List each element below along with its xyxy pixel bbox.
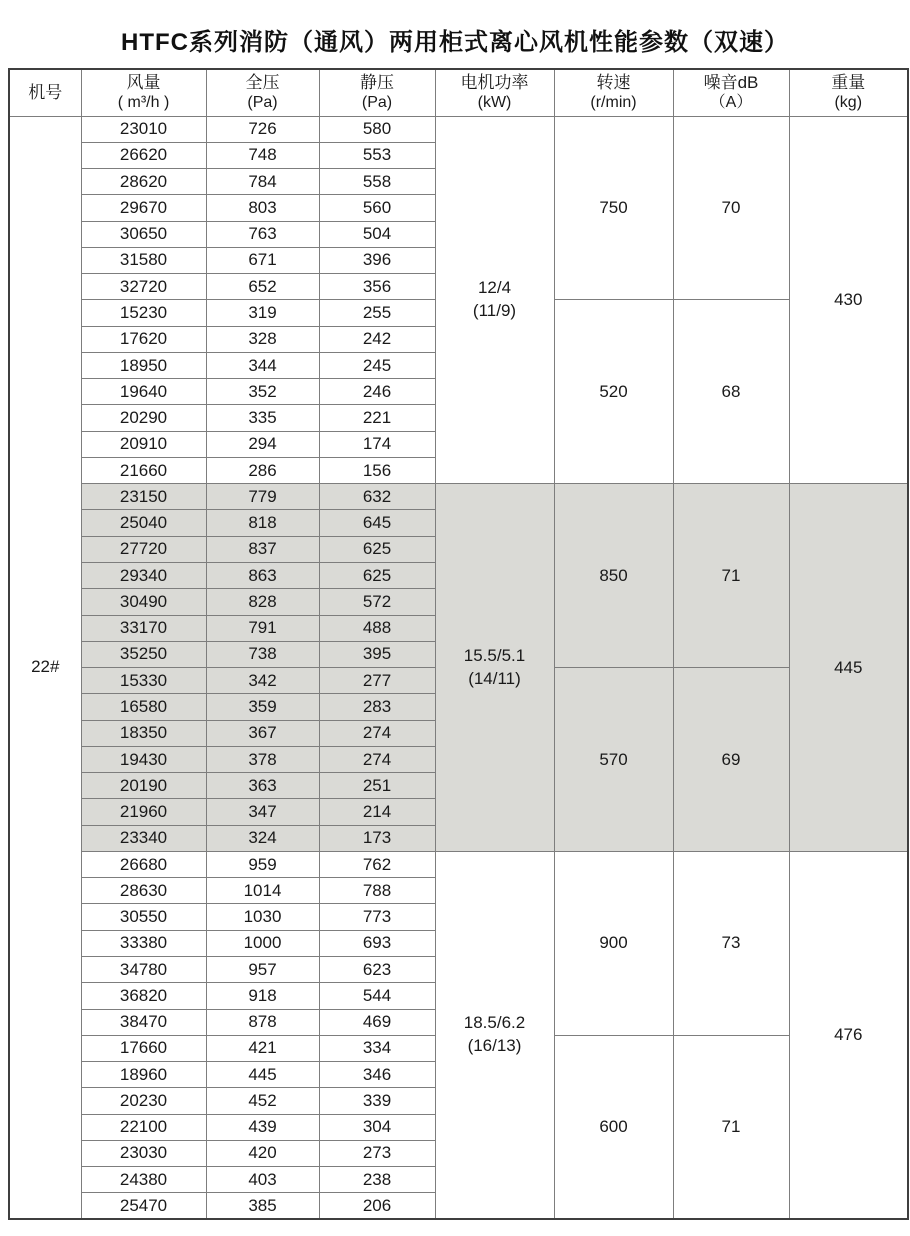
motor-power-line: 12/4 (477, 277, 512, 297)
total-pressure-cell: 439 (206, 1114, 319, 1140)
airflow-cell: 29670 (81, 195, 206, 221)
total-pressure-cell: 818 (206, 510, 319, 536)
table-row (9, 116, 908, 142)
motor-power-line: 18.5/6.2 (463, 1013, 526, 1033)
static-pressure-cell: 274 (319, 746, 435, 772)
noise-cell: 70 (673, 116, 789, 300)
total-pressure-cell: 1030 (206, 904, 319, 930)
total-pressure-cell: 738 (206, 641, 319, 667)
col-header-speed (554, 69, 673, 116)
static-pressure-cell: 693 (319, 930, 435, 956)
total-pressure-cell: 957 (206, 957, 319, 983)
static-pressure-cell: 156 (319, 457, 435, 483)
static-pressure-cell: 572 (319, 589, 435, 615)
noise-cell: 69 (673, 668, 789, 852)
static-pressure-cell: 173 (319, 825, 435, 851)
static-pressure-cell: 544 (319, 983, 435, 1009)
speed-cell: 520 (554, 300, 673, 484)
static-pressure-cell: 560 (319, 195, 435, 221)
airflow-cell: 28630 (81, 878, 206, 904)
total-pressure-cell: 784 (206, 169, 319, 195)
total-pressure-cell: 445 (206, 1062, 319, 1088)
static-pressure-cell: 242 (319, 326, 435, 352)
col-header-model (9, 69, 81, 116)
speed-cell: 570 (554, 668, 673, 852)
total-pressure-cell: 803 (206, 195, 319, 221)
speed-cell: 750 (554, 116, 673, 300)
total-pressure-cell: 452 (206, 1088, 319, 1114)
airflow-cell: 33380 (81, 930, 206, 956)
total-pressure-cell: 294 (206, 431, 319, 457)
motor-power-line: 15.5/5.1 (463, 645, 526, 665)
total-pressure-cell: 352 (206, 379, 319, 405)
col-header-weight-label: 重量 (831, 73, 866, 93)
static-pressure-cell: 395 (319, 641, 435, 667)
table-row (9, 484, 908, 510)
airflow-cell: 20190 (81, 773, 206, 799)
airflow-cell: 20910 (81, 431, 206, 457)
airflow-cell: 30490 (81, 589, 206, 615)
noise-cell: 71 (673, 484, 789, 668)
col-header-noise-unit: （A） (709, 94, 753, 112)
total-pressure-cell: 828 (206, 589, 319, 615)
airflow-cell: 22100 (81, 1114, 206, 1140)
total-pressure-cell: 421 (206, 1035, 319, 1061)
airflow-cell: 35250 (81, 641, 206, 667)
airflow-cell: 31580 (81, 247, 206, 273)
page-title: HTFC系列消防（通风）两用柜式离心风机性能参数（双速） (121, 29, 789, 56)
col-header-static-pressure-unit: (Pa) (361, 94, 393, 112)
total-pressure-cell: 837 (206, 536, 319, 562)
total-pressure-cell: 347 (206, 799, 319, 825)
static-pressure-cell: 277 (319, 668, 435, 694)
total-pressure-cell: 420 (206, 1140, 319, 1166)
col-header-motor-power-unit: (kW) (477, 94, 512, 112)
weight-cell: 476 (789, 851, 908, 1219)
airflow-cell: 25040 (81, 510, 206, 536)
noise-cell: 73 (673, 851, 789, 1035)
total-pressure-cell: 779 (206, 484, 319, 510)
static-pressure-cell: 238 (319, 1167, 435, 1193)
airflow-cell: 32720 (81, 274, 206, 300)
airflow-cell: 30650 (81, 221, 206, 247)
total-pressure-cell: 367 (206, 720, 319, 746)
total-pressure-cell: 378 (206, 746, 319, 772)
static-pressure-cell: 304 (319, 1114, 435, 1140)
airflow-cell: 25470 (81, 1193, 206, 1219)
col-header-speed-unit: (r/min) (590, 94, 637, 112)
total-pressure-cell: 324 (206, 825, 319, 851)
motor-power-cell (435, 851, 554, 1219)
static-pressure-cell: 283 (319, 694, 435, 720)
static-pressure-cell: 273 (319, 1140, 435, 1166)
total-pressure-cell: 791 (206, 615, 319, 641)
airflow-cell: 18950 (81, 352, 206, 378)
col-header-total-pressure (206, 69, 319, 116)
motor-power-line: (11/9) (472, 300, 517, 320)
static-pressure-cell: 580 (319, 116, 435, 142)
airflow-cell: 34780 (81, 957, 206, 983)
total-pressure-cell: 342 (206, 668, 319, 694)
col-header-weight-unit: (kg) (834, 94, 863, 112)
total-pressure-cell: 403 (206, 1167, 319, 1193)
col-header-static-pressure-label: 静压 (360, 73, 394, 93)
weight-cell: 445 (789, 484, 908, 852)
col-header-motor-power-label: 电机功率 (460, 73, 529, 93)
static-pressure-cell: 356 (319, 274, 435, 300)
col-header-total-pressure-unit: (Pa) (247, 94, 278, 112)
static-pressure-cell: 206 (319, 1193, 435, 1219)
static-pressure-cell: 623 (319, 957, 435, 983)
total-pressure-cell: 748 (206, 142, 319, 168)
col-header-airflow-label: 风量 (126, 73, 161, 93)
airflow-cell: 26680 (81, 851, 206, 877)
total-pressure-cell: 328 (206, 326, 319, 352)
total-pressure-cell: 344 (206, 352, 319, 378)
static-pressure-cell: 558 (319, 169, 435, 195)
airflow-cell: 29340 (81, 563, 206, 589)
airflow-cell: 19640 (81, 379, 206, 405)
airflow-cell: 24380 (81, 1167, 206, 1193)
static-pressure-cell: 773 (319, 904, 435, 930)
col-header-airflow (81, 69, 206, 116)
airflow-cell: 36820 (81, 983, 206, 1009)
static-pressure-cell: 396 (319, 247, 435, 273)
model-cell: 22# (9, 116, 81, 1219)
total-pressure-cell: 763 (206, 221, 319, 247)
total-pressure-cell: 1000 (206, 930, 319, 956)
airflow-cell: 23150 (81, 484, 206, 510)
static-pressure-cell: 346 (319, 1062, 435, 1088)
airflow-cell: 18350 (81, 720, 206, 746)
total-pressure-cell: 863 (206, 563, 319, 589)
airflow-cell: 23030 (81, 1140, 206, 1166)
total-pressure-cell: 652 (206, 274, 319, 300)
airflow-cell: 33170 (81, 615, 206, 641)
static-pressure-cell: 469 (319, 1009, 435, 1035)
static-pressure-cell: 274 (319, 720, 435, 746)
total-pressure-cell: 359 (206, 694, 319, 720)
airflow-cell: 21960 (81, 799, 206, 825)
airflow-cell: 30550 (81, 904, 206, 930)
motor-power-cell (435, 484, 554, 852)
speed-cell: 900 (554, 851, 673, 1035)
airflow-cell: 19430 (81, 746, 206, 772)
airflow-cell: 17620 (81, 326, 206, 352)
airflow-cell: 20230 (81, 1088, 206, 1114)
col-header-motor-power (435, 69, 554, 116)
static-pressure-cell: 174 (319, 431, 435, 457)
static-pressure-cell: 255 (319, 300, 435, 326)
static-pressure-cell: 504 (319, 221, 435, 247)
total-pressure-cell: 1014 (206, 878, 319, 904)
total-pressure-cell: 959 (206, 851, 319, 877)
total-pressure-cell: 726 (206, 116, 319, 142)
airflow-cell: 23340 (81, 825, 206, 851)
total-pressure-cell: 319 (206, 300, 319, 326)
static-pressure-cell: 214 (319, 799, 435, 825)
airflow-cell: 15330 (81, 668, 206, 694)
total-pressure-cell: 335 (206, 405, 319, 431)
total-pressure-cell: 918 (206, 983, 319, 1009)
fan-spec-table (8, 68, 909, 1220)
noise-cell: 71 (673, 1035, 789, 1219)
motor-power-line: (16/13) (467, 1036, 522, 1056)
static-pressure-cell: 762 (319, 851, 435, 877)
total-pressure-cell: 286 (206, 457, 319, 483)
airflow-cell: 28620 (81, 169, 206, 195)
table-row (9, 851, 908, 877)
col-header-noise (673, 69, 789, 116)
noise-cell: 68 (673, 300, 789, 484)
airflow-cell: 21660 (81, 457, 206, 483)
static-pressure-cell: 625 (319, 563, 435, 589)
static-pressure-cell: 245 (319, 352, 435, 378)
col-header-speed-label: 转速 (596, 73, 631, 93)
static-pressure-cell: 632 (319, 484, 435, 510)
static-pressure-cell: 488 (319, 615, 435, 641)
col-header-airflow-unit: ( m³/h ) (117, 94, 170, 112)
header-row (9, 69, 908, 116)
speed-cell: 850 (554, 484, 673, 668)
static-pressure-cell: 339 (319, 1088, 435, 1114)
static-pressure-cell: 788 (319, 878, 435, 904)
motor-power-cell (435, 116, 554, 484)
col-header-total-pressure-label: 全压 (245, 73, 280, 93)
col-header-model-label: 机号 (28, 83, 63, 103)
total-pressure-cell: 671 (206, 247, 319, 273)
airflow-cell: 23010 (81, 116, 206, 142)
col-header-static-pressure (319, 69, 435, 116)
airflow-cell: 15230 (81, 300, 206, 326)
airflow-cell: 27720 (81, 536, 206, 562)
airflow-cell: 18960 (81, 1062, 206, 1088)
airflow-cell: 16580 (81, 694, 206, 720)
static-pressure-cell: 246 (319, 379, 435, 405)
airflow-cell: 26620 (81, 142, 206, 168)
static-pressure-cell: 645 (319, 510, 435, 536)
static-pressure-cell: 625 (319, 536, 435, 562)
static-pressure-cell: 334 (319, 1035, 435, 1061)
airflow-cell: 20290 (81, 405, 206, 431)
airflow-cell: 38470 (81, 1009, 206, 1035)
airflow-cell: 17660 (81, 1035, 206, 1061)
total-pressure-cell: 385 (206, 1193, 319, 1219)
col-header-weight (789, 69, 908, 116)
static-pressure-cell: 251 (319, 773, 435, 799)
total-pressure-cell: 878 (206, 1009, 319, 1035)
motor-power-line: (14/11) (468, 668, 521, 688)
weight-cell: 430 (789, 116, 908, 484)
static-pressure-cell: 221 (319, 405, 435, 431)
static-pressure-cell: 553 (319, 142, 435, 168)
col-header-noise-label: 噪音dB (703, 73, 759, 93)
speed-cell: 600 (554, 1035, 673, 1219)
total-pressure-cell: 363 (206, 773, 319, 799)
